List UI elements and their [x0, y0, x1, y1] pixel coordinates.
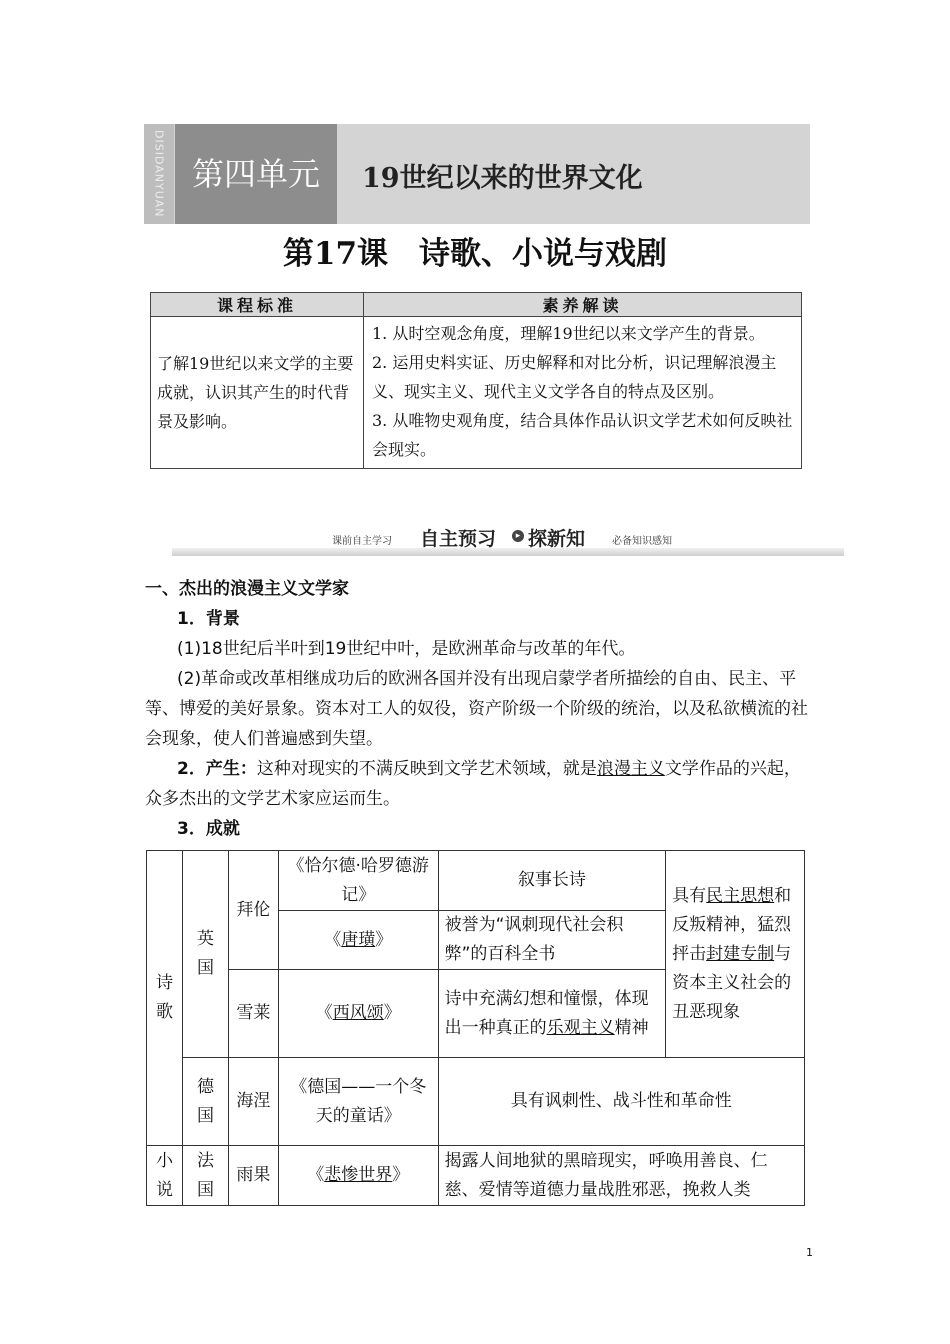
section-bar-left-text: 课前自主学习 — [332, 536, 392, 547]
standard-item: 2. 运用史料实证、历史解释和对比分析，识记理解浪漫主义、现实主义、现代主义文学各自的特点及区别。 — [372, 353, 777, 401]
country-germany: 德国 — [182, 1058, 228, 1146]
section-bar-title-left: 自主预习 — [420, 528, 497, 550]
achievements-table — [146, 850, 805, 1206]
origin-text: 这种对现实的不满反映到文学艺术领域，就是 — [256, 759, 597, 779]
banner-side-text: DISIDANYUAN — [152, 130, 166, 218]
desc-les-miserables: 揭露人间地狱的黑暗现实，呼唤用善良、仁慈、爱情等道德力量战胜邪恶，挽救人类 — [438, 1146, 804, 1206]
desc-juan: 被誉为“讽刺现代社会积弊”的百科全书 — [438, 911, 666, 970]
country-france: 法国 — [182, 1146, 228, 1206]
subheading-achievements: 3．成就 — [177, 819, 240, 839]
author-hugo: 雨果 — [228, 1146, 278, 1206]
origin-underlined: 浪漫主义 — [596, 759, 665, 779]
standard-item: 3. 从唯物史观角度，结合具体作品认识文学艺术如何反映社会现实。 — [372, 411, 793, 459]
section-heading: 一、杰出的浪漫主义文学家 — [145, 579, 349, 599]
work-harold: 《恰尔德·哈罗德游记》 — [278, 851, 438, 911]
standard-item: 1. 从时空观念角度，理解19世纪以来文学产生的背景。 — [372, 324, 765, 343]
paragraph-origin — [145, 754, 813, 814]
work-juan: 《唐璜》 — [278, 911, 438, 970]
lesson-title: 第17课 诗歌、小说与戏剧 — [282, 236, 668, 272]
author-heine: 海涅 — [228, 1058, 278, 1146]
work-les-miserables: 《悲惨世界》 — [278, 1146, 438, 1206]
standards-left-cell: 了解19世纪以来文学的主要成就，认识其产生的时代背景及影响。 — [151, 317, 364, 469]
desc-germany: 具有讽刺性、战斗性和革命性 — [438, 1058, 804, 1146]
arrow-icon: ▸ — [512, 530, 524, 542]
genre-novel: 小说 — [147, 1146, 183, 1206]
desc-west-wind: 诗中充满幻想和憧憬，体现出一种真正的乐观主义精神 — [438, 970, 666, 1058]
standards-table — [150, 292, 802, 469]
section-bar-right-text: 必备知识感知 — [612, 536, 672, 547]
author-byron: 拜伦 — [228, 851, 278, 970]
genre-poetry: 诗歌 — [147, 851, 183, 1146]
country-england: 英国 — [182, 851, 228, 1058]
work-west-wind: 《西风颂》 — [278, 970, 438, 1058]
subheading-background: 1．背景 — [177, 609, 240, 629]
paragraph: (1)18世纪后半叶到19世纪中叶，是欧洲革命与改革的年代。 — [177, 639, 636, 659]
origin-label: 2．产生： — [177, 759, 257, 779]
body-text — [145, 574, 813, 844]
work-germany: 《德国——一个冬天的童话》 — [278, 1058, 438, 1146]
paragraph: (2)革命或改革相继成功后的欧洲各国并没有出现启蒙学者所描绘的自由、民主、平等、博爱的美好景象。资本对工人的奴役，资产阶级一个阶级的统治，以及私欲横流的社会现象，使人们普遍感到失望。 — [145, 669, 808, 749]
standards-header-right: 素养解读 — [364, 293, 802, 317]
standards-header-left: 课程标准 — [151, 293, 364, 317]
section-bar — [172, 548, 844, 556]
page-number: 1 — [806, 1246, 813, 1259]
author-shelley: 雪莱 — [228, 970, 278, 1058]
desc-harold: 叙事长诗 — [438, 851, 666, 911]
origin-text-end: 文学作品的兴起，众多杰出的文学艺术家应运而生。 — [145, 759, 801, 809]
unit-label: 第四单元 — [191, 155, 320, 193]
standards-right-cell — [364, 317, 802, 469]
unit-title: 19世纪以来的世界文化 — [362, 163, 643, 194]
section-bar-title-right: 探新知 — [528, 528, 586, 550]
desc-common: 具有民主思想和反叛精神，猛烈抨击封建专制与资本主义社会的丑恶现象 — [666, 851, 805, 1058]
